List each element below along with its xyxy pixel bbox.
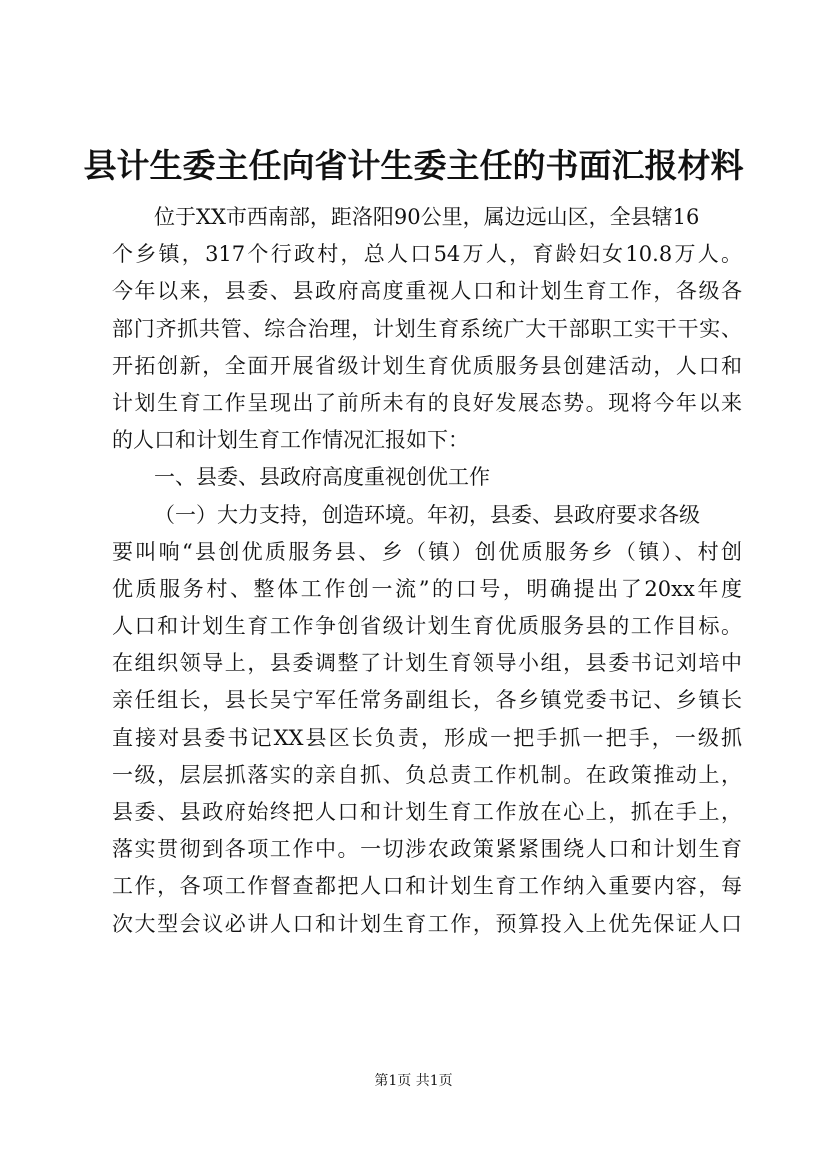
body-line: 开拓创新，全面开展省级计划生育优质服务县创建活动，人口和 (112, 353, 742, 378)
body-line: 的人口和计划生育工作情况汇报如下： (112, 428, 469, 453)
document-title: 县计生委主任向省计生委主任的书面汇报材料 (83, 146, 744, 185)
body-line: 亲任组长，县长吴宁军任常务副组长，各乡镇党委书记、乡镇长 (112, 688, 742, 713)
body-line: 部门齐抓共管、综合治理，计划生育系统广大干部职工实干干实、 (112, 316, 742, 341)
body-line: 一级，层层抓落实的亲自抓、负总责工作机制。在政策推动上， (112, 762, 742, 787)
body-line: 落实贯彻到各项工作中。一切涉农政策紧紧围绕人口和计划生育 (112, 837, 742, 862)
body-line: （一）大力支持，创造环境。年初，县委、县政府要求各级 (154, 502, 700, 527)
body-line: 在组织领导上，县委调整了计划生育领导小组，县委书记刘培中 (112, 651, 742, 676)
body-line: 人口和计划生育工作争创省级计划生育优质服务县的工作目标。 (112, 614, 742, 639)
section-heading: 一、县委、县政府高度重视创优工作 (154, 465, 490, 490)
page-footer: 第1页 共1页 (374, 1073, 453, 1089)
body-line: 工作，各项工作督查都把人口和计划生育工作纳入重要内容，每 (112, 874, 742, 899)
body-line: 直接对县委书记XX县区长负责，形成一把手抓一把手，一级抓 (112, 725, 742, 750)
body-line: 计划生育工作呈现出了前所未有的良好发展态势。现将今年以来 (112, 390, 742, 415)
body-line: 个乡镇，317个行政村，总人口54万人，育龄妇女10.8万人。 (112, 242, 742, 267)
body-line: 位于XX市西南部，距洛阳90公里，属边远山区，全县辖16 (154, 205, 700, 229)
body-line: 要叫响“县创优质服务县、乡（镇）创优质服务乡（镇）、村创 (112, 539, 742, 564)
document-body (112, 199, 742, 943)
body-line: 县委、县政府始终把人口和计划生育工作放在心上，抓在手上， (112, 800, 742, 824)
body-line: 次大型会议必讲人口和计划生育工作，预算投入上优先保证人口 (112, 911, 742, 936)
body-line: 今年以来，县委、县政府高度重视人口和计划生育工作，各级各 (112, 279, 742, 304)
body-line: 优质服务村、整体工作创一流”的口号，明确提出了20xx年度 (112, 576, 742, 601)
